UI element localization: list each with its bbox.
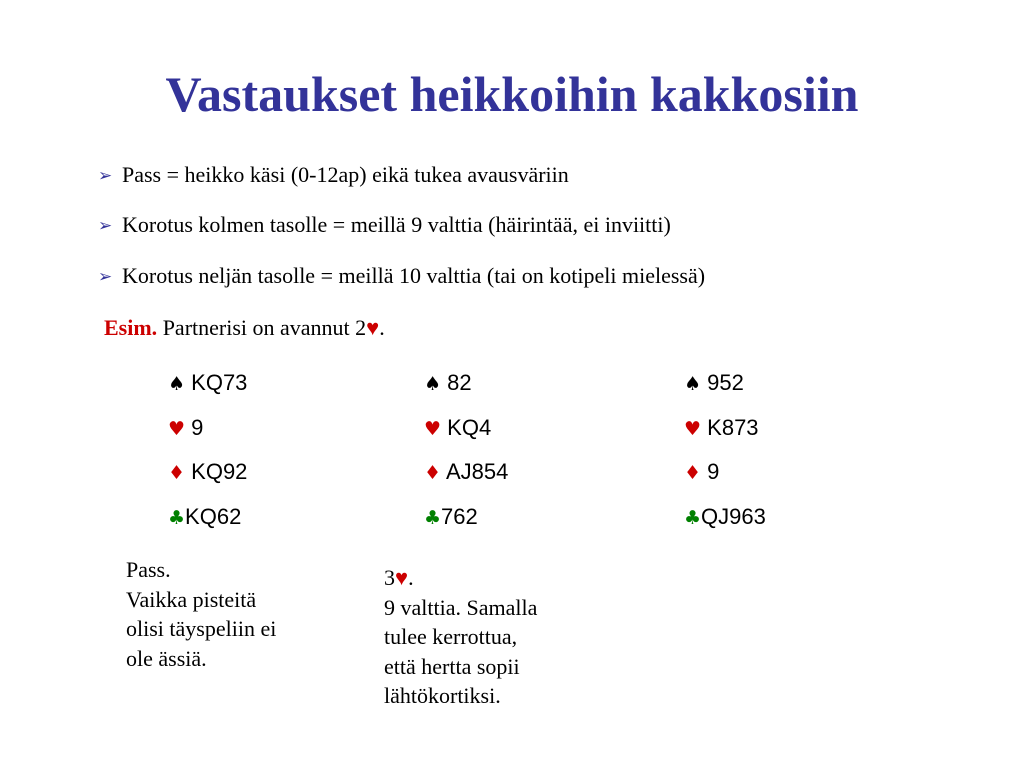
- bullet-pass: [98, 160, 569, 191]
- hand-row-hearts: [424, 413, 508, 458]
- club-suit-icon: ♣: [684, 506, 702, 529]
- example-text: Partnerisi on avannut 2: [157, 315, 367, 340]
- bullet-text: Korotus kolmen tasolle = meillä 9 valttia (häirintää, ei inviitti): [122, 212, 671, 237]
- bullet-text: Pass = heikko käsi (0-12ap) eikä tukea avausväriin: [122, 162, 569, 187]
- answer-line: olisi täyspeliin ei: [126, 616, 277, 641]
- diamond-cards: 9: [701, 459, 720, 485]
- spade-cards: 82: [441, 370, 472, 395]
- answer-note-2: [384, 563, 624, 711]
- hand-row-spades: [168, 368, 247, 413]
- arrow-right-icon: ➢: [98, 166, 113, 186]
- hand-row-diamonds: [168, 457, 247, 502]
- heart-cards: K873: [701, 414, 759, 440]
- diamond-cards: AJ854: [441, 459, 509, 485]
- spade-cards: 952: [701, 370, 744, 395]
- hand-row-clubs: [424, 502, 508, 547]
- heart-cards: KQ4: [441, 414, 492, 440]
- hand-row-clubs: [168, 502, 247, 547]
- bullet-raise-four: [98, 261, 705, 292]
- spade-suit-icon: ♠: [424, 373, 442, 395]
- bullet-text: Korotus neljän tasolle = meillä 10 valttia (tai on kotipeli mielessä): [122, 263, 706, 288]
- club-suit-icon: ♣: [168, 506, 186, 529]
- diamond-suit-icon: ♦: [684, 462, 702, 485]
- spade-suit-icon: ♠: [168, 373, 186, 395]
- hand-row-clubs: [684, 502, 766, 547]
- heart-suit-icon: ♥: [424, 417, 442, 440]
- hand-row-diamonds: [684, 457, 766, 502]
- answer-bid: [384, 563, 624, 593]
- diamond-cards: KQ92: [185, 459, 248, 485]
- example-line: [104, 313, 385, 343]
- diamond-suit-icon: ♦: [168, 462, 186, 485]
- answer-line: 9 valttia. Samalla: [384, 594, 538, 620]
- hand-1: [168, 368, 247, 546]
- answer-note-1: [126, 555, 356, 673]
- answer-line: että hertta sopii: [384, 653, 520, 679]
- club-cards: QJ963: [701, 503, 766, 529]
- hand-2: [424, 368, 508, 546]
- arrow-right-icon: ➢: [98, 216, 113, 236]
- club-cards: 762: [441, 503, 478, 529]
- heart-suit-icon: ♥: [395, 565, 409, 590]
- hand-row-spades: [684, 368, 766, 413]
- bid-end: .: [408, 565, 414, 590]
- hand-row-hearts: [684, 413, 766, 458]
- answer-line: Pass.: [126, 557, 171, 582]
- club-cards: KQ62: [185, 503, 242, 529]
- heart-suit-icon: ♥: [168, 417, 186, 440]
- bid-level: 3: [384, 565, 395, 590]
- hand-3: [684, 368, 766, 546]
- diamond-suit-icon: ♦: [424, 462, 442, 485]
- hand-row-spades: [424, 368, 508, 413]
- heart-cards: 9: [185, 414, 204, 440]
- heart-suit-icon: ♥: [684, 417, 702, 440]
- answer-line: tulee kerrottua,: [384, 624, 518, 649]
- spade-suit-icon: ♠: [684, 373, 702, 395]
- arrow-right-icon: ➢: [98, 267, 113, 287]
- hand-row-diamonds: [424, 457, 508, 502]
- spade-cards: KQ73: [185, 370, 248, 395]
- answer-line: ole ässiä.: [126, 645, 207, 671]
- answer-line: Vaikka pisteitä: [126, 586, 257, 612]
- club-suit-icon: ♣: [424, 506, 442, 529]
- heart-suit-icon: ♥: [366, 315, 380, 340]
- hand-row-hearts: [168, 413, 247, 458]
- bullet-raise-three: [98, 210, 671, 241]
- answer-line: lähtökortiksi.: [384, 683, 501, 708]
- example-end: .: [379, 315, 385, 340]
- slide-title: Vastaukset heikkoihin kakkosiin: [165, 66, 859, 122]
- example-label: Esim.: [104, 315, 158, 340]
